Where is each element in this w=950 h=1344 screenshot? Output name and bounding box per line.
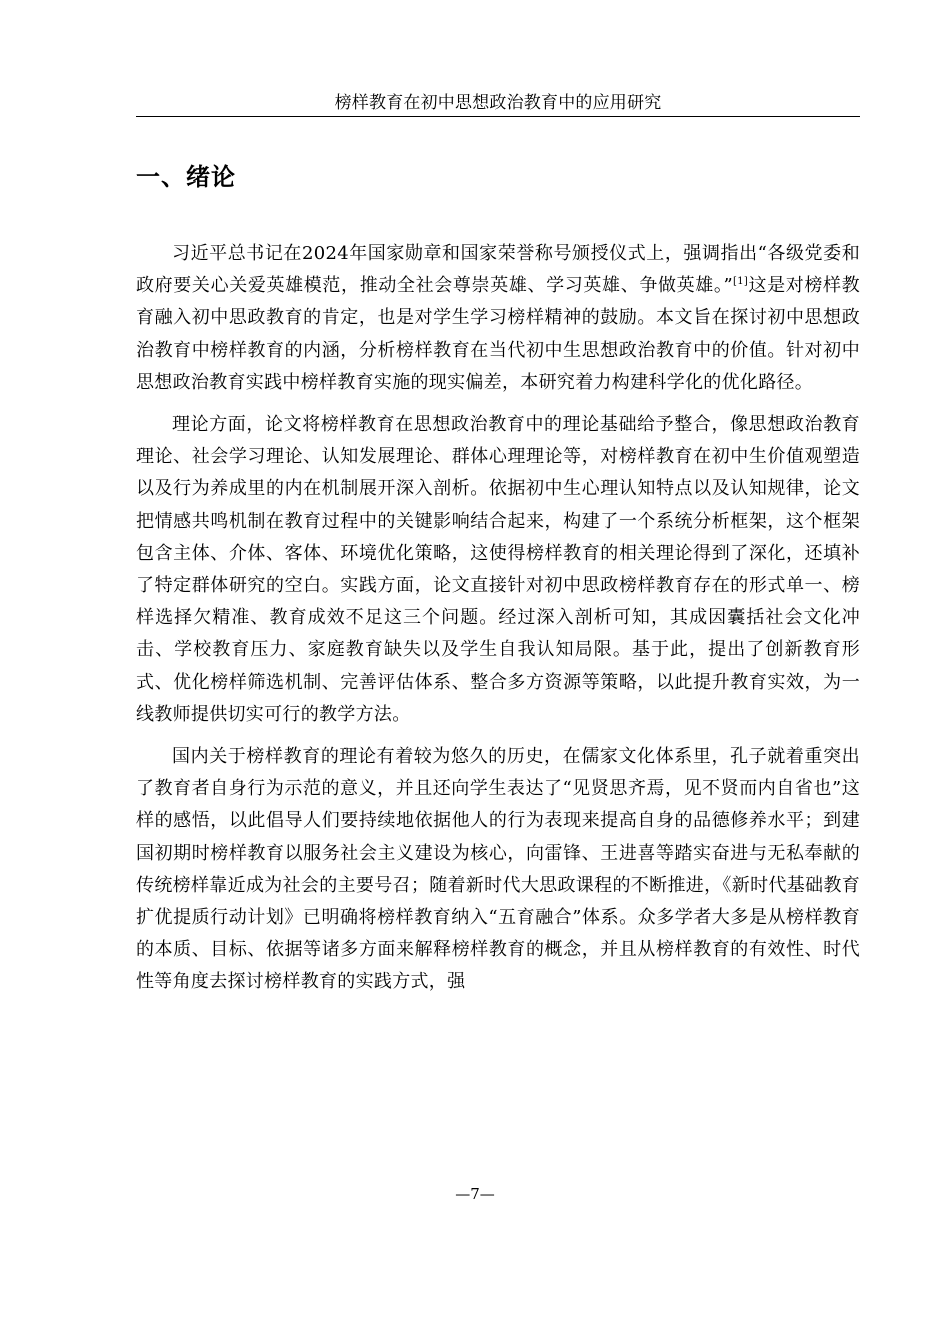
paragraph-intro-text-before-ref: 习近平总书记在2024年国家勋章和国家荣誉称号颁授仪式上，强调指出“各级党委和政府要关心关爱英雄模范，推动全社会尊崇英雄、学习英雄、争做英雄。” (136, 243, 860, 297)
paragraph-theory-practice: 理论方面，论文将榜样教育在思想政治教育中的理论基础给予整合，像思想政治教育理论、社会学习理论、认知发展理论、群体心理理论等，对榜样教育在初中生价值观塑造以及行为养成里的内在机制展开深入剖析。依据初中生心理认知特点以及认知规律，论文把情感共鸣机制在教育过程中的关键影响结合起来，构建了一个系统分析框架，这个框架包含主体、介体、客体、环境优化策略，这使得榜样教育的相关理论得到了深化，还填补了特定群体研究的空白。实践方面，论文直接针对初中思政榜样教育存在的形式单一、榜样选择欠精准、教育成效不足这三个问题。经过深入剖析可知，其成因囊括社会文化冲击、学校教育压力、家庭教育缺失以及学生自我认知局限。基于此，提出了创新教育形式、优化榜样筛选机制、完善评估体系、整合多方资源等策略，以此提升教育实效，为一线教师提供切实可行的教学方法。 (136, 414, 860, 725)
paragraph-intro-text-after-ref: 这是对榜样教育融入初中思政教育的肯定，也是对学生学习榜样精神的鼓励。本文旨在探讨初中思想政治教育中榜样教育的内涵，分析榜样教育在当代初中生思想政治教育中的价值。针对初中思想政治教育实践中榜样教育实施的现实偏差，本研究着力构建科学化的优化路径。 (136, 275, 860, 393)
running-header-title: 榜样教育在初中思想政治教育中的应用研究 (334, 93, 662, 113)
citation-ref: [1] (733, 276, 749, 288)
header-divider (136, 116, 860, 117)
paragraph-intro (136, 238, 860, 399)
section-heading: 一、绪论 (136, 163, 236, 191)
body-text (136, 238, 860, 1009)
paragraph-domestic-history: 国内关于榜样教育的理论有着较为悠久的历史，在儒家文化体系里，孔子就着重突出了教育者自身行为示范的意义，并且还向学生表达了“见贤思齐焉，见不贤而内自省也”这样的感悟，以此倡导人们要持续地依据他人的行为表现来提高自身的品德修养水平；到建国初期时榜样教育以服务社会主义建设为核心，向雷锋、王进喜等踏实奋进与无私奉献的传统榜样靠近成为社会的主要号召；随着新时代大思政课程的不断推进，《新时代基础教育扩优提质行动计划》已明确将榜样教育纳入“五育融合”体系。众多学者大多是从榜样教育的本质、目标、依据等诸多方面来解释榜样教育的概念，并且从榜样教育的有效性、时代性等角度去探讨榜样教育的实践方式，强 (136, 746, 860, 993)
page-number: —7— (455, 1185, 495, 1203)
